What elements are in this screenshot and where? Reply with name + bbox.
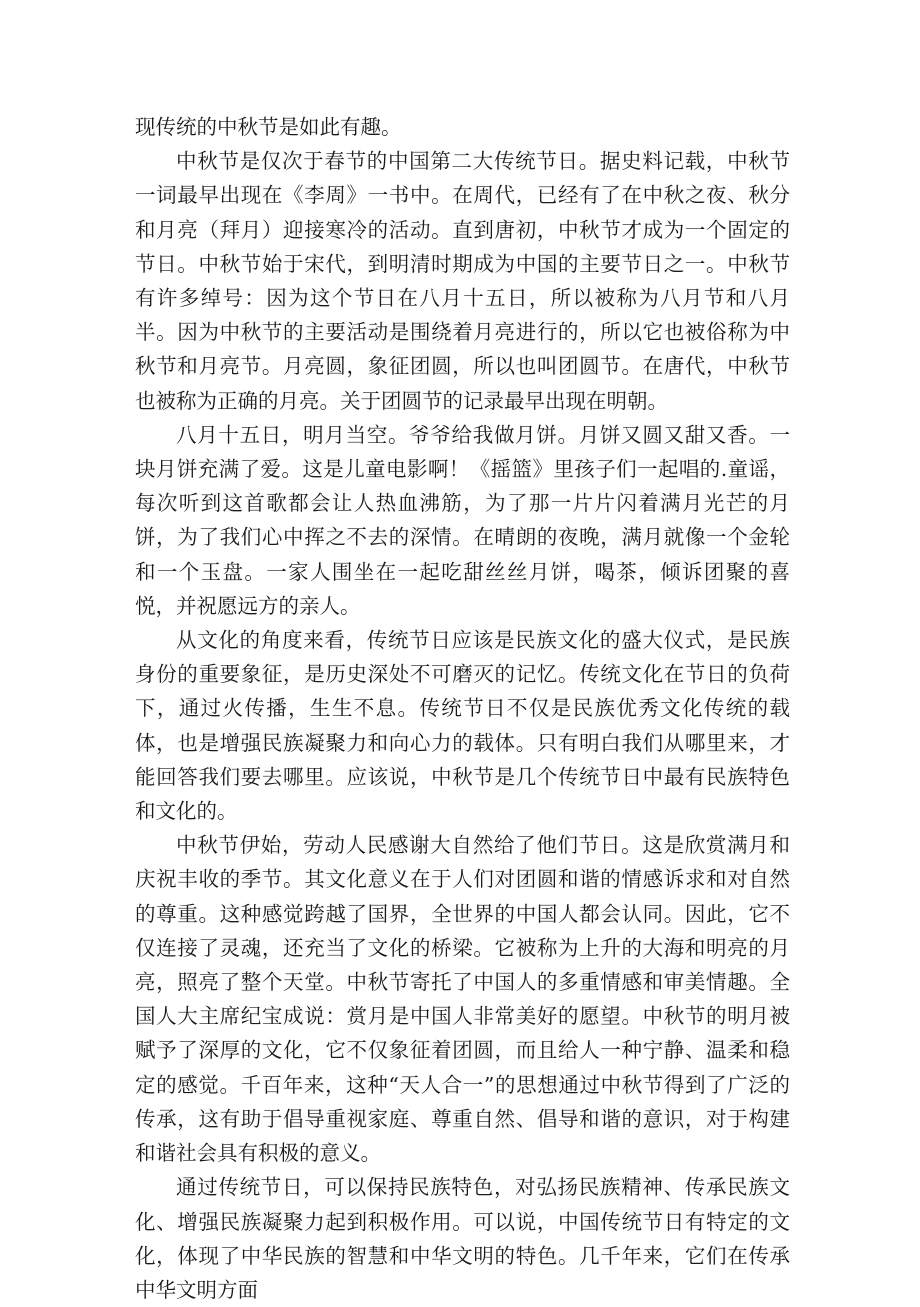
paragraph-cultural-meaning: 中秋节伊始，劳动人民感谢大自然给了他们节日。这是欣赏满月和庆祝丰收的季节。其文化意义在于人们对团圆和谐的情感诉求和对自然的尊重。这种感觉跨越了国界，全世界的中国人都会认同。因此，它不仅连接了灵魂，还充当了文化的桥梁。它被称为上升的大海和明亮的月亮，照亮了整个天堂。中秋节寄托了中国人的多重情感和审美情趣。全国人大主席纪宝成说：赏月是中国人非常美好的愿望。中秋节的明月被赋予了深厚的文化，它不仅象征着团圆，而且给人一种宁静、温柔和稳定的感觉。千百年来，这种“天人合一”的思想通过中秋节得到了广泛的传承，这有助于倡导重视家庭、尊重自然、倡导和谐的意识，对于构建和谐社会具有积极的意义。 bbox=[135, 833, 790, 1166]
paragraph-mooncake-memory: 八月十五日，明月当空。爷爷给我做月饼。月饼又圆又甜又香。一块月饼充满了爱。这是儿童电影啊！《摇篮》里孩子们一起唱的.童谣，每次听到这首歌都会让人热血沸筋，为了那一片片闪着满月光芒的月饼，为了我们心中挥之不去的深情。在晴朗的夜晚，满月就像一个金轮和一个玉盘。一家人围坐在一起吃甜丝丝月饼，喝茶，倾诉团聚的喜悦，并祝愿远方的亲人。 bbox=[135, 422, 790, 618]
paragraph-mid-autumn-history: 中秋节是仅次于春节的中国第二大传统节日。据史料记载，中秋节一词最早出现在《李周》一书中。在周代，已经有了在中秋之夜、秋分和月亮（拜月）迎接寒冷的活动。直到唐初，中秋节才成为一个固定的节日。中秋节始于宋代，到明清时期成为中国的主要节日之一。中秋节有许多绰号：因为这个节日在八月十五日，所以被称为八月节和八月半。因为中秋节的主要活动是围绕着月亮进行的，所以它也被俗称为中秋节和月亮节。月亮圆，象征团圆，所以也叫团圆节。在唐代，中秋节也被称为正确的月亮。关于团圆节的记录最早出现在明朝。 bbox=[135, 149, 790, 413]
paragraph-cultural-perspective: 从文化的角度来看，传统节日应该是民族文化的盛大仪式，是民族身份的重要象征，是历史深处不可磨灭的记忆。传统文化在节日的负荷下，通过火传播，生生不息。传统节日不仅是民族优秀文化传统的载体，也是增强民族凝聚力和向心力的载体。只有明白我们从哪里来，才能回答我们要去哪里。应该说，中秋节是几个传统节日中最有民族特色和文化的。 bbox=[135, 628, 790, 824]
paragraph-national-character: 通过传统节日，可以保持民族特色，对弘扬民族精神、传承民族文化、增强民族凝聚力起到积极作用。可以说，中国传统节日有特定的文化，体现了中华民族的智慧和中华文明的特色。几千年来，它们在传承中华文明方面 bbox=[135, 1175, 790, 1302]
paragraph-continuation: 现传统的中秋节是如此有趣。 bbox=[135, 115, 402, 139]
article-body bbox=[135, 110, 790, 1307]
